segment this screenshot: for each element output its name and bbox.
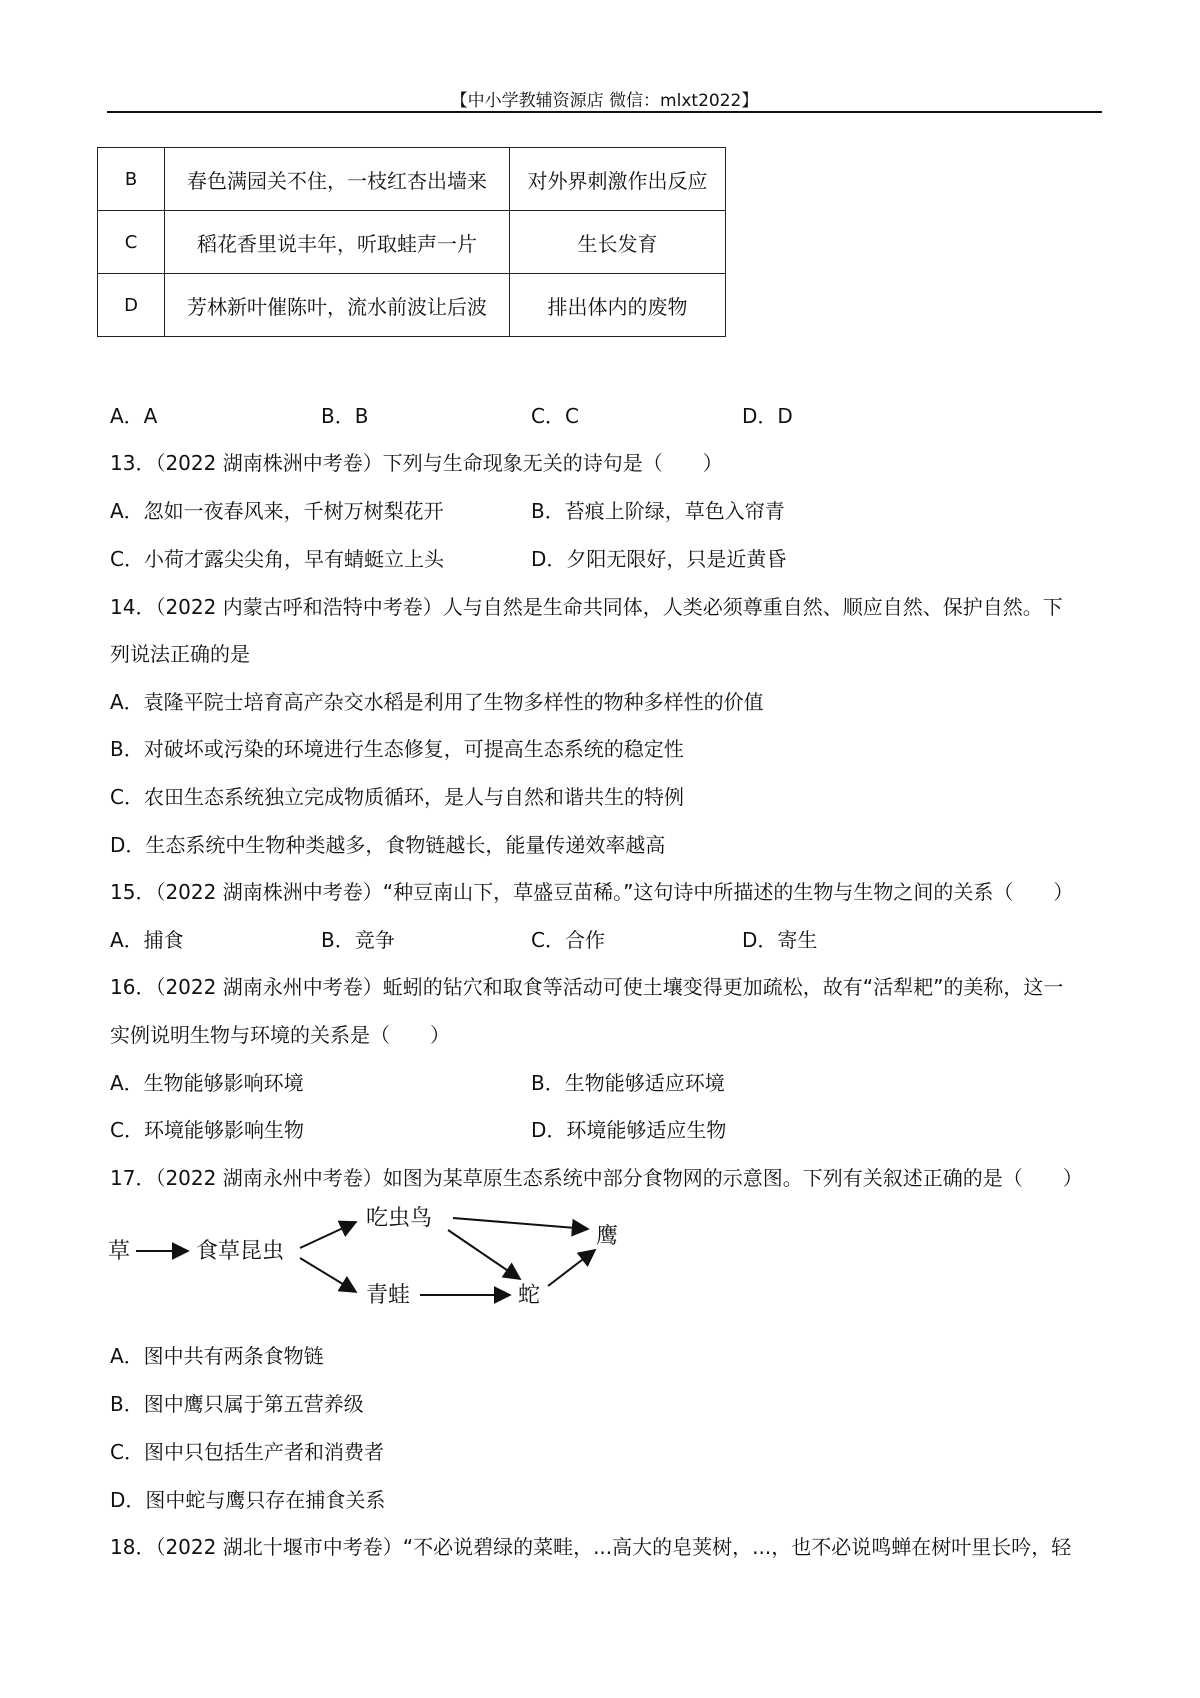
q14-option-d: D．生态系统中生物种类越多，食物链越长，能量传递效率越高 bbox=[110, 833, 666, 857]
q15-option-d: D．寄生 bbox=[742, 928, 818, 952]
arrow-insect-bird bbox=[300, 1222, 356, 1248]
q17-option-d: D．图中蛇与鹰只存在捕食关系 bbox=[110, 1488, 386, 1512]
table-cell-poem: 稻花香里说丰年，听取蛙声一片 bbox=[165, 211, 510, 274]
food-web-diagram bbox=[108, 1196, 648, 1320]
header-rule bbox=[107, 111, 1102, 113]
q16-stem-line1: 16．（2022 湖南永州中考卷）蚯蚓的钻穴和取食等活动可使土壤变得更加疏松，故有“活犁耙”的美称，这一 bbox=[110, 975, 1064, 999]
food-web-node-eagle: 鹰 bbox=[596, 1224, 619, 1249]
q13-stem: 13．（2022 湖南株洲中考卷）下列与生命现象无关的诗句是（ ） bbox=[110, 451, 723, 475]
table-cell-letter: B bbox=[98, 148, 165, 211]
q16-option-b: B．生物能够适应环境 bbox=[531, 1071, 725, 1095]
q15-option-c: C．合作 bbox=[531, 928, 605, 952]
food-web-node-insect: 食草昆虫 bbox=[196, 1239, 285, 1264]
table-row bbox=[98, 211, 726, 274]
q14-option-b: B．对破坏或污染的环境进行生态修复，可提高生态系统的稳定性 bbox=[110, 737, 684, 761]
table-cell-letter: C bbox=[98, 211, 165, 274]
table-row bbox=[98, 274, 726, 337]
table-row bbox=[98, 148, 726, 211]
q16-option-c: C．环境能够影响生物 bbox=[110, 1118, 304, 1142]
arrow-bird-eagle bbox=[453, 1218, 588, 1229]
page-header: 【中小学教辅资源店 微信：mlxt2022】 bbox=[450, 91, 759, 111]
q16-stem-line2: 实例说明生物与环境的关系是（ ） bbox=[110, 1023, 450, 1047]
q18-stem: 18．（2022 湖北十堰市中考卷）“不必说碧绿的菜畦，...高大的皂荚树，...，也不必说鸣蝉在树叶里长吟，轻 bbox=[110, 1535, 1072, 1559]
q14-option-a: A．袁隆平院士培育高产杂交水稻是利用了生物多样性的物种多样性的价值 bbox=[110, 690, 764, 714]
table-cell-feature: 生长发育 bbox=[510, 211, 726, 274]
food-web-node-frog: 青蛙 bbox=[366, 1283, 411, 1308]
q12-option-a: A．A bbox=[110, 404, 158, 428]
q17-option-a: A．图中共有两条食物链 bbox=[110, 1344, 324, 1368]
q14-stem-line2: 列说法正确的是 bbox=[110, 642, 250, 666]
options-table bbox=[97, 147, 726, 337]
q13-option-a: A．忽如一夜春风来，千树万树梨花开 bbox=[110, 499, 444, 523]
food-web-node-grass: 草 bbox=[108, 1239, 131, 1264]
q12-option-b: B．B bbox=[321, 404, 369, 428]
q12-option-d: D．D bbox=[742, 404, 793, 428]
food-web-node-snake: 蛇 bbox=[518, 1283, 541, 1308]
q16-option-a: A．生物能够影响环境 bbox=[110, 1071, 304, 1095]
food-web-node-bird: 吃虫鸟 bbox=[366, 1206, 433, 1231]
arrow-bird-snake bbox=[448, 1230, 520, 1279]
q17-option-b: B．图中鹰只属于第五营养级 bbox=[110, 1392, 364, 1416]
q13-option-b: B．苔痕上阶绿，草色入帘青 bbox=[531, 499, 785, 523]
q13-option-d: D．夕阳无限好，只是近黄昏 bbox=[531, 547, 787, 571]
q12-option-c: C．C bbox=[531, 404, 579, 428]
arrow-insect-frog bbox=[300, 1258, 356, 1292]
table-cell-poem: 芳林新叶催陈叶，流水前波让后波 bbox=[165, 274, 510, 337]
table-cell-letter: D bbox=[98, 274, 165, 337]
q17-option-c: C．图中只包括生产者和消费者 bbox=[110, 1440, 384, 1464]
q13-option-c: C．小荷才露尖尖角，早有蜻蜓立上头 bbox=[110, 547, 444, 571]
q17-stem: 17．（2022 湖南永州中考卷）如图为某草原生态系统中部分食物网的示意图。下列有关叙述正确的是（ ） bbox=[110, 1166, 1083, 1190]
arrow-snake-eagle bbox=[548, 1250, 595, 1286]
q15-option-a: A．捕食 bbox=[110, 928, 184, 952]
q14-option-c: C．农田生态系统独立完成物质循环，是人与自然和谐共生的特例 bbox=[110, 785, 684, 809]
q15-option-b: B．竞争 bbox=[321, 928, 395, 952]
q15-stem: 15．（2022 湖南株洲中考卷）“种豆南山下，草盛豆苗稀。”这句诗中所描述的生物与生物之间的关系（ ） bbox=[110, 880, 1074, 904]
q16-option-d: D．环境能够适应生物 bbox=[531, 1118, 727, 1142]
q14-stem-line1: 14．（2022 内蒙古呼和浩特中考卷）人与自然是生命共同体，人类必须尊重自然、顺应自然、保护自然。下 bbox=[110, 595, 1063, 619]
table-cell-poem: 春色满园关不住，一枝红杏出墙来 bbox=[165, 148, 510, 211]
table-cell-feature: 对外界刺激作出反应 bbox=[510, 148, 726, 211]
table-cell-feature: 排出体内的废物 bbox=[510, 274, 726, 337]
